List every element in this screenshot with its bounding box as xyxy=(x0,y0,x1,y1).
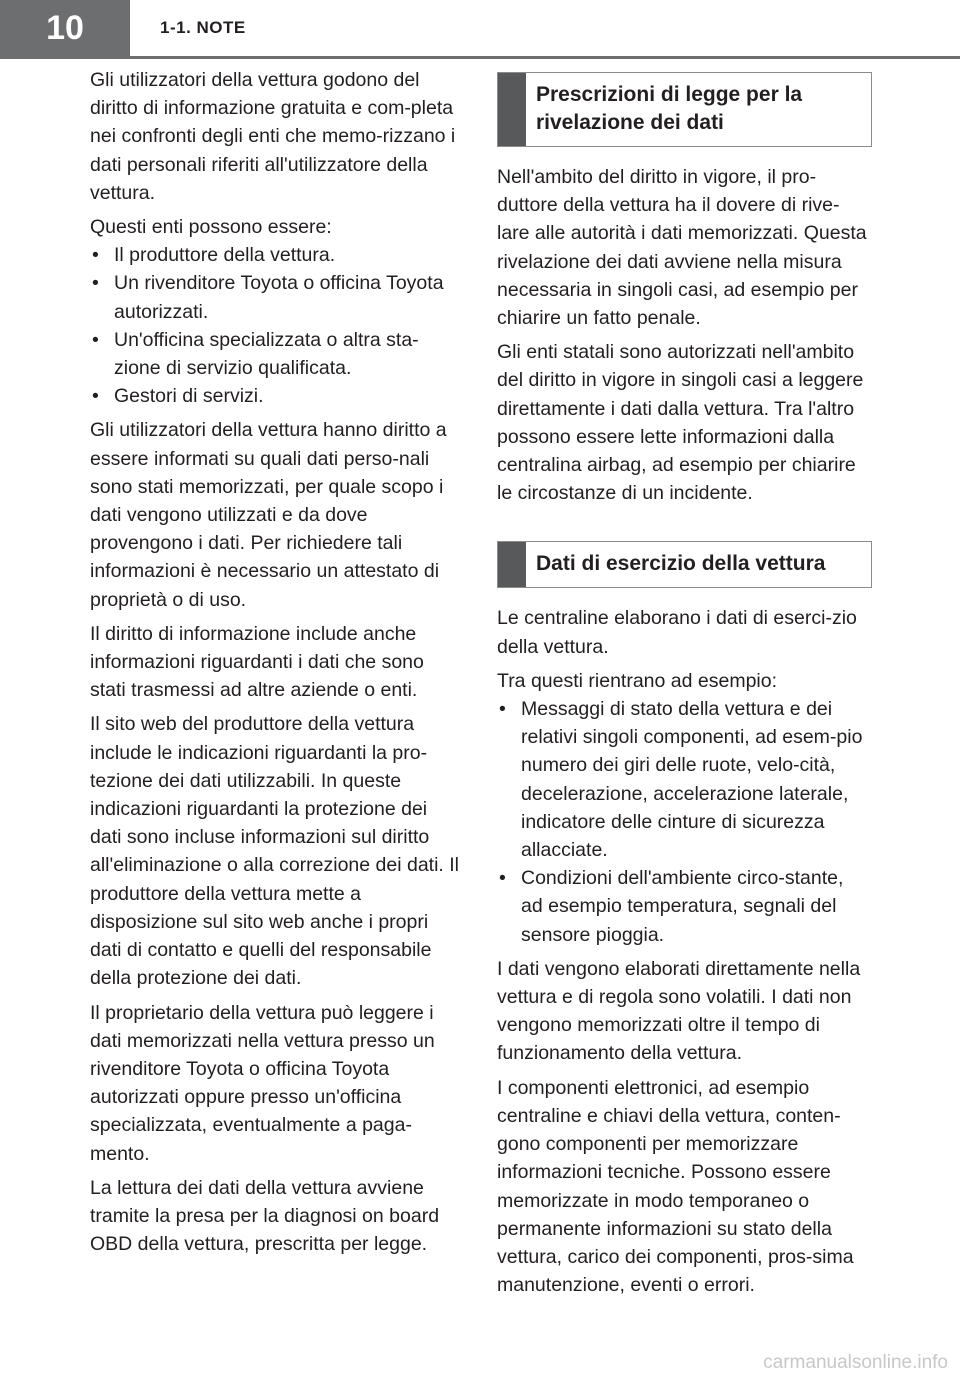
heading-bar xyxy=(498,73,526,146)
list-item: • Il produttore della vettura. xyxy=(90,241,462,269)
paragraph: Questi enti possono essere: xyxy=(90,216,332,239)
section-title: 1-1. NOTE xyxy=(160,18,246,37)
paragraph: Il proprietario della vettura può leggere i dati memorizzati nella vettura presso un rivenditore Toyota o officina Toyota autorizzati oppure presso un'officina specializzata, eventualmente a paga-mento. xyxy=(90,1001,435,1165)
paragraph: Le centraline elaborano i dati di eserci-zio della vettura. xyxy=(497,607,857,658)
paragraph: Gli utilizzatori della vettura hanno diritto a essere informati su quali dati perso-nali sono stati memorizzati, per quale scopo i dati vengono utilizzati e da dove provengono i dati. Per richiedere tali informazioni è necessario un attestato di proprietà o di uso. xyxy=(90,419,447,611)
section-heading-operating-data xyxy=(497,541,872,588)
examples-list xyxy=(497,695,870,949)
paragraph: Nell'ambito del diritto in vigore, il pro-duttore della vettura ha il dovere di rive-lare alle autorità i dati memorizzati. Questa rivelazione dei dati avviene nella misura necessaria in singoli casi, ad esempio per chiarire un fatto penale. xyxy=(497,166,867,330)
section-heading-legal xyxy=(497,72,872,147)
paragraph: Gli enti statali sono autorizzati nell'ambito del diritto in vigore in singoli casi a leggere direttamente i dati dalla vettura. Tra l'altro possono essere lette informazioni dalla centralina airbag, ad esempio per chiarire le circostanze di un incidente. xyxy=(497,341,864,505)
entities-list xyxy=(90,241,462,410)
paragraph: I dati vengono elaborati direttamente nella vettura e di regola sono volatili. I dati non vengono memorizzati oltre il tempo di funzionamento della vettura. xyxy=(497,957,861,1065)
header-divider xyxy=(0,56,960,59)
list-item: • Condizioni dell'ambiente circo-stante, ad esempio temperatura, segnali del sensore pioggia. xyxy=(497,864,870,949)
left-column xyxy=(90,66,462,1264)
paragraph: Tra questi rientrano ad esempio: xyxy=(497,669,778,692)
list-item: • Messaggi di stato della vettura e dei relativi singoli componenti, ad esem-pio numero dei giri delle ruote, velo-cità, decelerazione, accelerazione laterale, indicatore delle cinture di sicurezza allacciate. xyxy=(497,695,870,864)
page-header xyxy=(0,0,960,60)
heading-text: Dati di esercizio della vettura xyxy=(536,552,826,576)
heading-text: Prescrizioni di legge per la rivelazione dei dati xyxy=(536,83,803,134)
paragraph: I componenti elettronici, ad esempio centraline e chiavi della vettura, conten-gono componenti per memorizzare informazioni tecniche. Possono essere memorizzate in modo temporaneo o permanente informazioni su stato della vettura, carico dei componenti, pros-sima manutenzione, eventi o errori. xyxy=(497,1076,854,1297)
right-column xyxy=(497,66,870,1305)
watermark: carmanualsonline.info xyxy=(763,1352,948,1373)
paragraph: Il diritto di informazione include anche informazioni riguardanti i dati che sono stati trasmessi ad altre aziende o enti. xyxy=(90,622,424,702)
heading-bar xyxy=(498,542,526,587)
paragraph: La lettura dei dati della vettura avviene tramite la presa per la diagnosi on board OBD della vettura, prescritta per legge. xyxy=(90,1176,440,1256)
list-item: • Gestori di servizi. xyxy=(90,382,462,410)
paragraph: Gli utilizzatori della vettura godono del diritto di informazione gratuita e com-pleta nei confronti degli enti che memo-rizzano i dati personali riferiti all'utilizzatore della vettura. xyxy=(90,69,456,204)
list-item: • Un rivenditore Toyota o officina Toyota autorizzati. xyxy=(90,269,462,325)
page-number: 10 xyxy=(0,0,130,56)
list-item: • Un'officina specializzata o altra sta-zione di servizio qualificata. xyxy=(90,326,462,382)
paragraph: Il sito web del produttore della vettura include le indicazioni riguardanti la pro-tezione dei dati utilizzabili. In queste indicazioni riguardanti la protezione dei dati sono incluse informazioni sul diritto all'eliminazione o alla correzione dei dati. Il produttore della vettura mette a disposizione sul sito web anche i propri dati di contatto e quelli del responsabile della protezione dei dati. xyxy=(90,713,460,990)
